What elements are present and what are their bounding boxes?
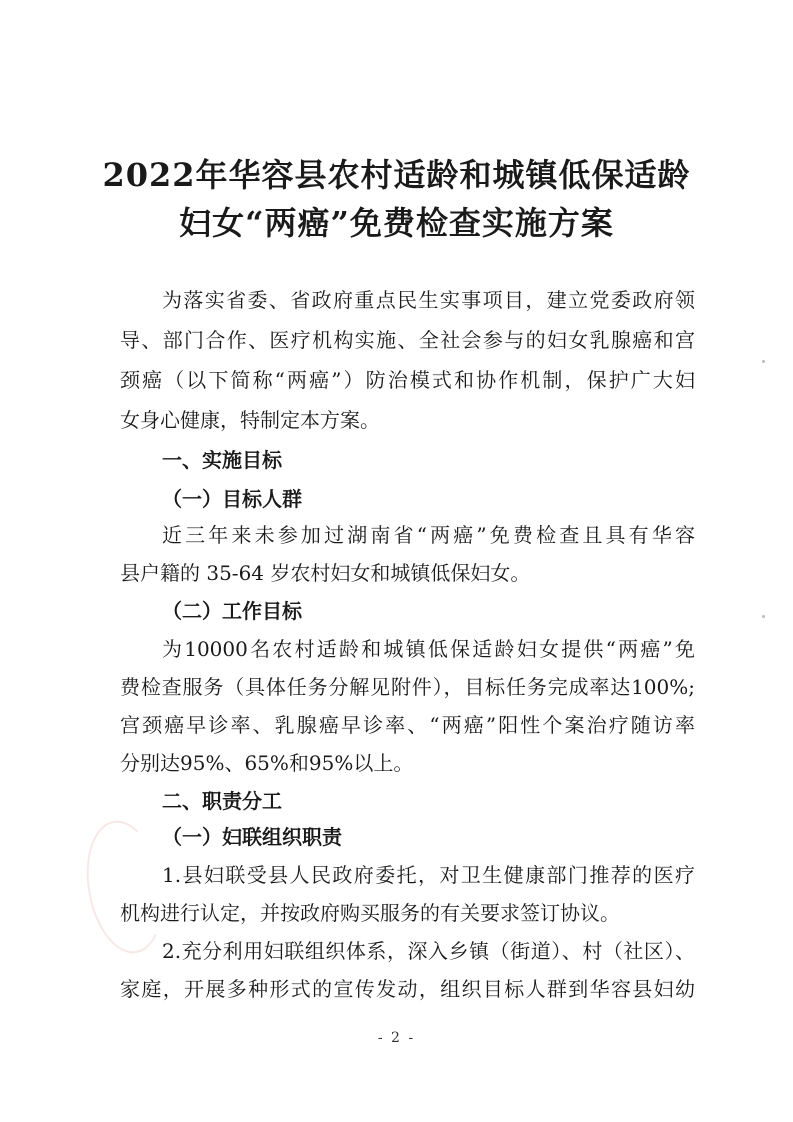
page-number: - 2 - [377, 1030, 416, 1046]
work-goal-line-3: 宫颈癌早诊率、乳腺癌早诊率、“两癌”阳性个案治疗随访率 [120, 713, 695, 737]
intro-line-4: 女身心健康，特制定本方案。 [120, 408, 380, 432]
section-2-sub-1-heading: （一）妇联组织职责 [162, 825, 342, 849]
section-1-sub-2-heading: （二）工作目标 [162, 599, 302, 623]
work-goal-line-1: 为10000名农村适龄和城镇低保适龄妇女提供“两癌”免 [162, 637, 695, 661]
intro-line-3: 颈癌（以下简称“两癌”）防治模式和协作机制，保护广大妇 [120, 368, 695, 392]
womens-federation-line-3: 2.充分利用妇联组织体系，深入乡镇（街道）、村（社区）、 [162, 939, 695, 963]
work-goal-line-2: 费检查服务（具体任务分解见附件），目标任务完成率达100%; [120, 675, 695, 699]
intro-line-2: 导、部门合作、医疗机构实施、全社会参与的妇女乳腺癌和宫 [120, 328, 695, 352]
section-2-heading: 二、职责分工 [162, 789, 282, 813]
womens-federation-line-2: 机构进行认定，并按政府购买服务的有关要求签订协议。 [120, 901, 620, 925]
scan-speck [762, 615, 765, 618]
intro-line-1: 为落实省委、省政府重点民生实事项目，建立党委政府领 [162, 288, 695, 312]
document-title-line-1: 2022年华容县农村适龄和城镇低保适龄 [102, 156, 691, 194]
section-1-heading: 一、实施目标 [162, 448, 282, 472]
target-group-line-2: 县户籍的 35-64 岁农村妇女和城镇低保妇女。 [120, 561, 531, 585]
scan-speck [762, 360, 765, 363]
womens-federation-line-1: 1.县妇联受县人民政府委托，对卫生健康部门推荐的医疗 [162, 863, 695, 887]
document-title-line-2: 妇女“两癌”免费检查实施方案 [179, 204, 614, 242]
work-goal-line-4: 分别达95%、65%和95%以上。 [120, 751, 414, 775]
section-1-sub-1-heading: （一）目标人群 [162, 487, 302, 511]
womens-federation-line-4: 家庭，开展多种形式的宣传发动，组织目标人群到华容县妇幼 [120, 977, 695, 1001]
faint-seal-mark [77, 815, 173, 960]
target-group-line-1: 近三年来未参加过湖南省“两癌”免费检查且具有华容 [162, 523, 695, 547]
